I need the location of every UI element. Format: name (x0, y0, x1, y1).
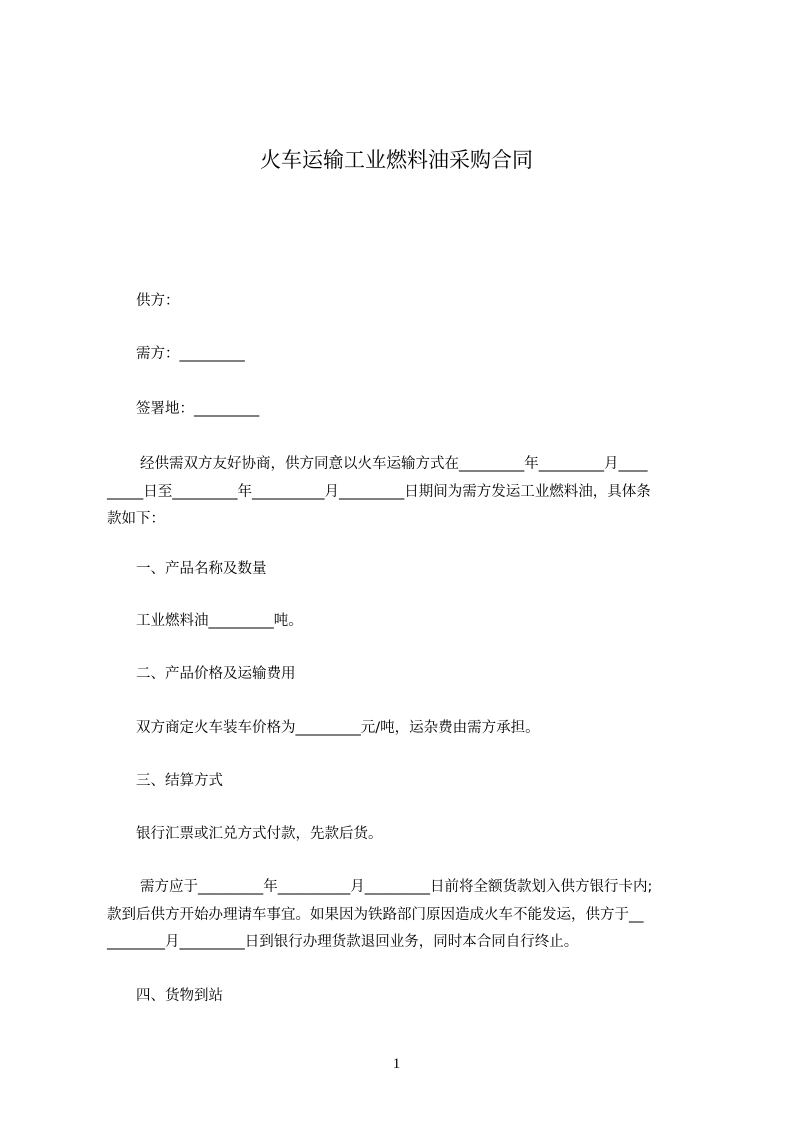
section-heading: 四、货物到站 (136, 988, 223, 1004)
section-text: 工业燃料油_________吨。 (136, 613, 303, 629)
intro-paragraph-line: 经供需双方友好协商，供方同意以火车运输方式在_________年_________月____ (140, 456, 648, 472)
section-text: 银行汇票或汇兑方式付款，先款后货。 (136, 826, 383, 842)
document-title: 火车运输工业燃料油采购合同 (260, 148, 533, 172)
payment-paragraph-line: 需方应于_________年__________月_________日前将全额货款划入供方银行卡内; (140, 879, 653, 895)
section-heading: 二、产品价格及运输费用 (136, 666, 296, 682)
section-heading: 三、结算方式 (136, 773, 223, 789)
signing-place-line: 签署地：_________ (136, 401, 260, 417)
supplier-line: 供方： (136, 293, 180, 309)
section-heading: 一、产品名称及数量 (136, 561, 267, 577)
intro-paragraph-line: 款如下： (107, 511, 165, 527)
intro-paragraph-line: _____日至_________年__________月_________日期间为需方发运工业燃料油，具体条 (107, 484, 651, 500)
payment-paragraph-line: 款到后供方开始办理请车事宜。如果因为铁路部门原因造成火车不能发运，供方于__ (107, 907, 644, 923)
buyer-line: 需方：_________ (136, 346, 245, 362)
page-number: 1 (392, 1056, 401, 1072)
section-text: 双方商定火车装车价格为_________元/吨，运杂费由需方承担。 (136, 720, 540, 736)
payment-paragraph-line: ________月_________日到银行办理货款退回业务，同时本合同自行终止。 (107, 934, 579, 950)
